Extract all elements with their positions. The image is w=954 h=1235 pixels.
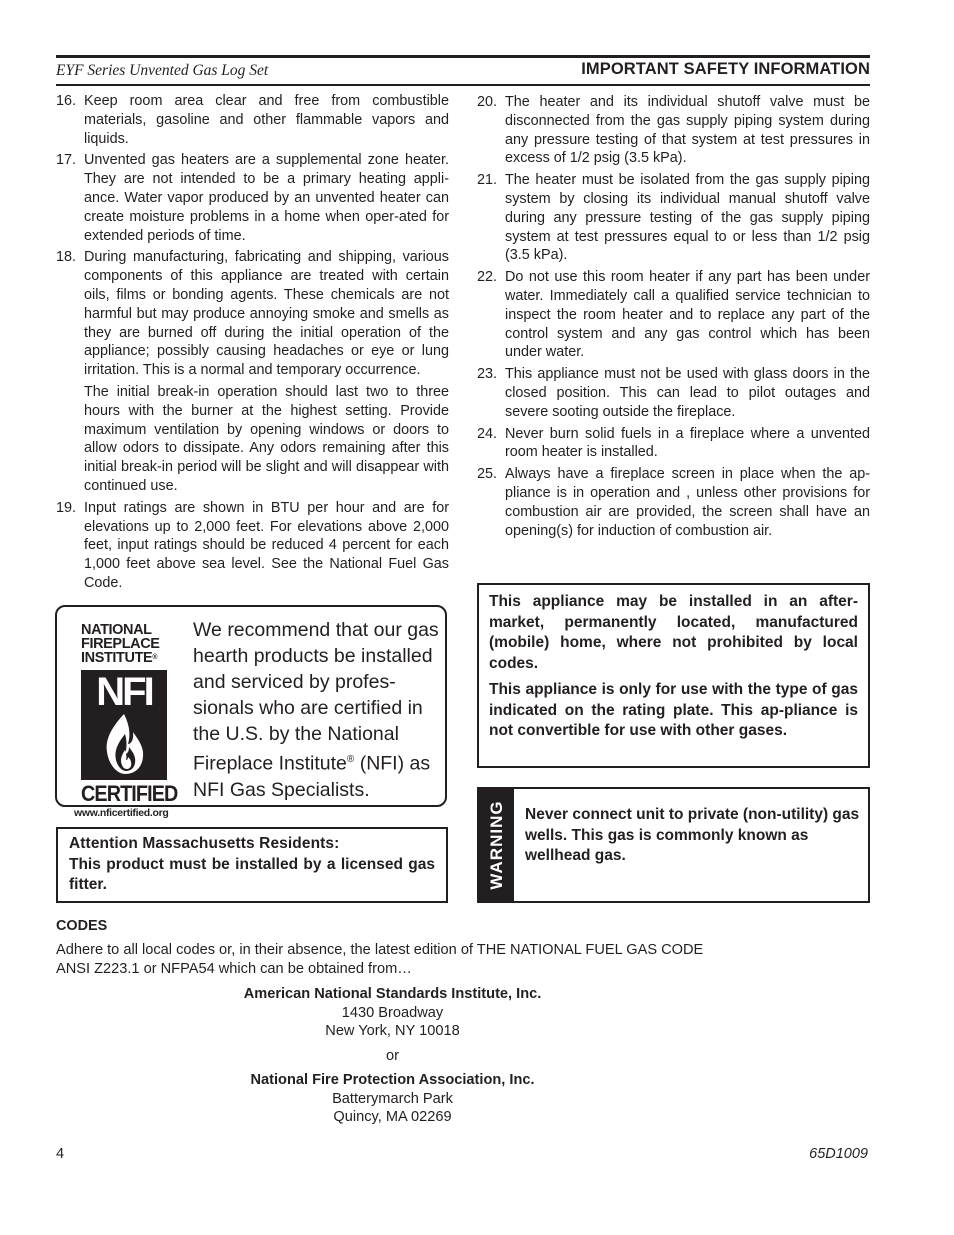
list-item <box>56 248 449 380</box>
nfi-recommendation-box <box>55 605 447 819</box>
nfi-text-part: We recommend that our gas hearth products be installed and serviced by profes-sionals who are certified in the U.S. by the National Fireplace Institute <box>193 619 439 775</box>
header-bottom-rule <box>56 84 870 86</box>
item-number: 16. <box>56 93 77 109</box>
left-column <box>56 92 449 596</box>
item-number: 22. <box>477 269 498 286</box>
nfi-badge <box>81 670 167 780</box>
nfi-logo-wordmark <box>81 623 160 665</box>
item-number: 18. <box>56 249 77 266</box>
organization-name: National Fire Protection Association, Inc. <box>250 1072 535 1088</box>
document-series-title: EYF Series Unvented Gas Log Set <box>56 62 269 79</box>
organization-name: American National Standards Institute, Inc. <box>243 986 542 1002</box>
ansi-address-block <box>130 985 655 1041</box>
codes-line: ANSI Z223.1 or NFPA54 which can be obtained from… <box>56 961 412 977</box>
nfi-logo-line: FIREPLACE <box>81 636 160 652</box>
item-text: Never burn solid fuels in a fireplace where a unvented room heater is installed. <box>505 425 870 461</box>
list-item <box>56 499 449 593</box>
item-text: This appliance must not be used with glass doors in the closed position. This can lead to pilot outages and severe sooting outside the fireplace. <box>505 366 870 420</box>
warning-text: Never connect unit to private (non-utility) gas wells. This gas is commonly known as wellhead gas. <box>525 806 860 865</box>
nfi-website: www.nficertified.org <box>74 807 169 819</box>
item-number: 17. <box>56 152 77 169</box>
codes-line: Adhere to all local codes or, in their absence, the latest edition of THE NATIONAL FUEL GAS CODE <box>56 942 704 958</box>
list-item <box>477 365 870 421</box>
item-text: Input ratings are shown in BTU per hour and are for elevations up to 2,000 feet. For elevations above 2,000 feet, input ratings should be reduced 4 percent for each 1,000 feet above sea level. See the National Fuel Gas Code. <box>84 499 449 591</box>
item-number: 25. <box>477 466 498 483</box>
address-line: Quincy, MA 02269 <box>333 1109 452 1125</box>
item-text: The heater must be isolated from the gas supply piping system by closing its individual manual shutoff valve during any pressure testing of the gas supply piping system at test pressures equal to or less than 1/2 psig (3.5 kPa). <box>505 172 870 264</box>
header-top-rule <box>56 55 870 58</box>
address-line: Batterymarch Park <box>332 1090 453 1107</box>
registered-mark: ® <box>152 654 158 661</box>
flame-icon <box>81 670 167 780</box>
address-line: New York, NY 10018 <box>325 1023 460 1039</box>
list-item <box>477 93 870 168</box>
item-18-followup-paragraph: The initial break-in operation should last two to three hours with the burner at the highest setting. Provide maximum ventilation by opening windows or doors to allow odors to dissipate. Any odors remaining after this initial break-in period will be slight and will disappear with continued use. <box>84 383 449 494</box>
list-item <box>477 465 870 540</box>
codes-paragraph <box>56 941 756 979</box>
warning-tab <box>479 789 514 901</box>
page-number: 4 <box>56 1146 65 1162</box>
registered-mark: ® <box>346 754 355 765</box>
document-number: 65D1009 <box>809 1146 868 1162</box>
appliance-notice-box <box>477 583 870 768</box>
nfpa-address-block <box>130 1071 655 1127</box>
nfi-logo-line: NATIONAL <box>81 622 152 638</box>
list-item <box>56 151 449 245</box>
item-text: The heater and its individual shutoff valve must be disconnected from the gas supply piping system during any pressure testing of that system at test pressures in excess of 1/2 psig (3.5 kPa). <box>505 94 870 167</box>
appliance-notice-paragraph: This appliance is only for use with the type of gas indicated on the rating plate. This ap-pliance is not convertible for use with other gases. <box>489 680 858 740</box>
codes-heading: CODES <box>56 918 108 934</box>
nfi-certified-label: CERTIFIED <box>81 781 178 806</box>
list-item <box>56 92 449 148</box>
item-number: 24. <box>477 425 498 442</box>
warning-box <box>477 787 870 903</box>
list-item <box>477 171 870 265</box>
right-column <box>477 93 870 543</box>
massachusetts-notice-body: This product must be installed by a licensed gas fitter. <box>69 855 435 893</box>
section-title: IMPORTANT SAFETY INFORMATION <box>581 60 870 78</box>
warning-label: WARNING <box>486 800 506 890</box>
nfi-certified-logo <box>74 622 181 819</box>
nfi-text-part: (NFI) as NFI Gas Specialists. <box>193 752 431 801</box>
massachusetts-notice-box <box>56 827 448 903</box>
list-item <box>477 425 870 463</box>
item-text: Keep room area clear and free from combustible materials, gasoline and other flammable vapors and liquids. <box>84 93 449 147</box>
item-text: During manufacturing, fabricating and shipping, various components of this appliance are treated with certain oils, films or bonding agents. These chemicals are not harmful but may produce annoying smoke and smells as they are burned off during the initial operation of the appliance; possibly causing headaches or eye or lung irritation. This is a normal and temporary occurrence. <box>84 249 449 379</box>
item-number: 21. <box>477 172 498 189</box>
item-number: 19. <box>56 499 77 516</box>
item-text: Always have a fireplace screen in place when the ap-pliance is in operation and , unless other provisions for combustion air are provided, the screen shall have an opening(s) for induction of combustion air. <box>505 466 870 539</box>
address-line: 1430 Broadway <box>341 1004 444 1021</box>
appliance-notice-paragraph: This appliance may be installed in an after-market, permanently located, manufactured (mobile) home, where not prohibited by local codes. <box>489 593 858 673</box>
nfi-logo-line <box>81 651 160 665</box>
massachusetts-notice-title: Attention Massachusetts Residents: <box>69 835 340 852</box>
item-number: 20. <box>477 94 498 110</box>
list-item <box>477 268 870 362</box>
item-text: Do not use this room heater if any part has been under water. Immediately call a qualified service technician to inspect the room heater and to replace any part of the control system and any gas control which has been under water. <box>505 269 870 361</box>
nfi-badge-letters: NFI <box>96 670 152 714</box>
nfi-logo-line-text: INSTITUTE <box>81 650 153 666</box>
item-text: Unvented gas heaters are a supplemental zone heater. They are not intended to be a primary heating appli-ance. Water vapor produced by an unvented heater can create moisture problems in a home when oper-ated for extended periods of time. <box>84 152 449 244</box>
nfi-recommendation-text <box>193 617 447 803</box>
or-separator: or <box>386 1048 399 1064</box>
item-number: 23. <box>477 366 498 383</box>
